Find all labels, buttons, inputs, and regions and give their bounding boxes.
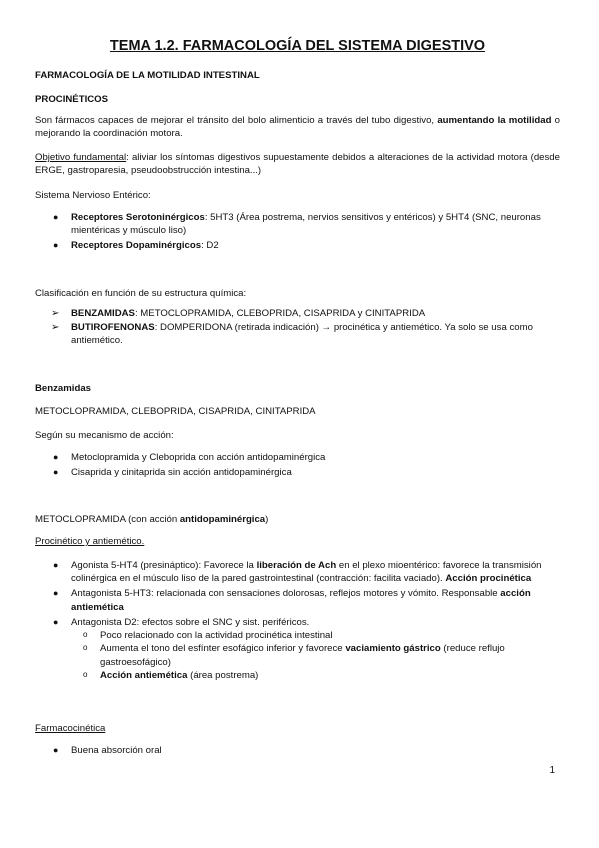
sub-list-item: o Acción antiemética (área postrema) xyxy=(83,669,259,681)
arrow-bullet-icon: ➢ xyxy=(51,308,60,319)
bullet-icon: ● xyxy=(53,560,59,570)
clasificacion-list xyxy=(35,307,560,348)
intro-paragraph: Son fármacos capaces de mejorar el tránsito del bolo alimenticio a través del tubo digestivo, aumentando la motilidad o mejorando la coordinación motora. xyxy=(35,115,560,140)
clasificacion-heading: Clasificación en función de su estructura química: xyxy=(35,288,247,299)
bullet-icon: ● xyxy=(53,745,59,755)
benzamidas-list-text: METOCLOPRAMIDA, CLEBOPRIDA, CISAPRIDA, CINITAPRIDA xyxy=(35,406,316,417)
metoclopramida-list xyxy=(35,559,560,682)
list-item: ● Antagonista 5-HT3: relacionada con sensaciones dolorosas, reflejos motores y vómito. Responsable acción antiemética xyxy=(53,588,531,613)
bullet-icon: ● xyxy=(53,452,59,462)
document-title: TEMA 1.2. FARMACOLOGÍA DEL SISTEMA DIGESTIVO xyxy=(109,38,486,54)
circle-bullet-icon: o xyxy=(83,643,88,653)
arrow-bullet-icon: ➢ xyxy=(51,322,60,334)
list-item: ● Antagonista D2: efectos sobre el SNC y sist. periféricos. o Poco relacionado con la actividad procinética intestinal o Aumenta el tono del esfínter esofágico inferior y favorece vaciamiento gástrico (reduce reflujo gastroesofágico) o Acción antiemética (área postrema) xyxy=(35,616,560,682)
objetivo-paragraph: Objetivo fundamental: aliviar los síntomas digestivos supuestamente debidos a alteraciones de la actividad motora (desde ERGE, gastroparesia, pseudoobstrucción intestina...) xyxy=(35,152,560,177)
circle-bullet-icon: o xyxy=(83,669,88,679)
list-item: ● Receptores Serotoninérgicos: 5HT3 (Área postrema, nervios sensitivos y entéricos) y 5HT4 (SNC, neuronas mientéricas y músculo liso) xyxy=(53,212,541,237)
sub-list-item: o Poco relacionado con la actividad procinética intestinal xyxy=(83,630,333,642)
page-number: 1 xyxy=(549,765,555,776)
farmacocinetica-heading: Farmacocinética xyxy=(35,723,106,734)
list-item: ● Buena absorción oral xyxy=(53,745,162,756)
section-heading: FARMACOLOGÍA DE LA MOTILIDAD INTESTINAL xyxy=(35,70,260,81)
bullet-icon: ● xyxy=(53,212,59,222)
sub-list-item: o Aumenta el tono del esfínter esofágico inferior y favorece vaciamiento gástrico (reduce reflujo gastroesofágico) xyxy=(83,643,505,668)
farmacocinetica-list xyxy=(35,744,560,757)
bullet-icon: ● xyxy=(53,467,59,478)
list-item: ● Cisaprida y cinitaprida sin acción antidopaminérgica xyxy=(53,467,292,479)
list-item: ● Metoclopramida y Cleboprida con acción antidopaminérgica xyxy=(53,452,326,463)
circle-bullet-icon: o xyxy=(83,630,88,640)
procinetico-subheading: Procinético y antiemético. xyxy=(35,536,145,547)
bullet-icon: ● xyxy=(53,240,59,251)
subsection-heading: PROCINÉTICOS xyxy=(35,94,109,105)
metoclopramida-heading: METOCLOPRAMIDA (con acción antidopaminérgica) xyxy=(35,514,269,525)
benzamidas-heading: Benzamidas xyxy=(35,383,91,394)
sne-heading: Sistema Nervioso Entérico: xyxy=(35,190,151,201)
sne-list xyxy=(35,211,560,253)
mecanismo-list xyxy=(35,451,560,479)
bullet-icon: ● xyxy=(53,616,59,627)
list-item: ● Receptores Dopaminérgicos: D2 xyxy=(53,240,219,252)
bullet-icon: ● xyxy=(53,588,59,599)
list-item: ➢ BUTIROFENONAS: DOMPERIDONA (retirada indicación) → procinética y antiemético. Ya solo se usa como antiemético. xyxy=(51,322,533,347)
mecanismo-heading: Según su mecanismo de acción: xyxy=(35,430,174,441)
sub-list xyxy=(35,629,560,682)
list-item: ➢ BENZAMIDAS: METOCLOPRAMIDA, CLEBOPRIDA, CISAPRIDA y CINITAPRIDA xyxy=(51,308,426,319)
list-item: ● Agonista 5-HT4 (presináptico): Favorece la liberación de Ach en el plexo mioentérico: favorece la transmisión colinérgica en el músculo liso de la pared gastrointestinal (contracción: facilita vaciado). Acción procinética xyxy=(53,560,542,585)
